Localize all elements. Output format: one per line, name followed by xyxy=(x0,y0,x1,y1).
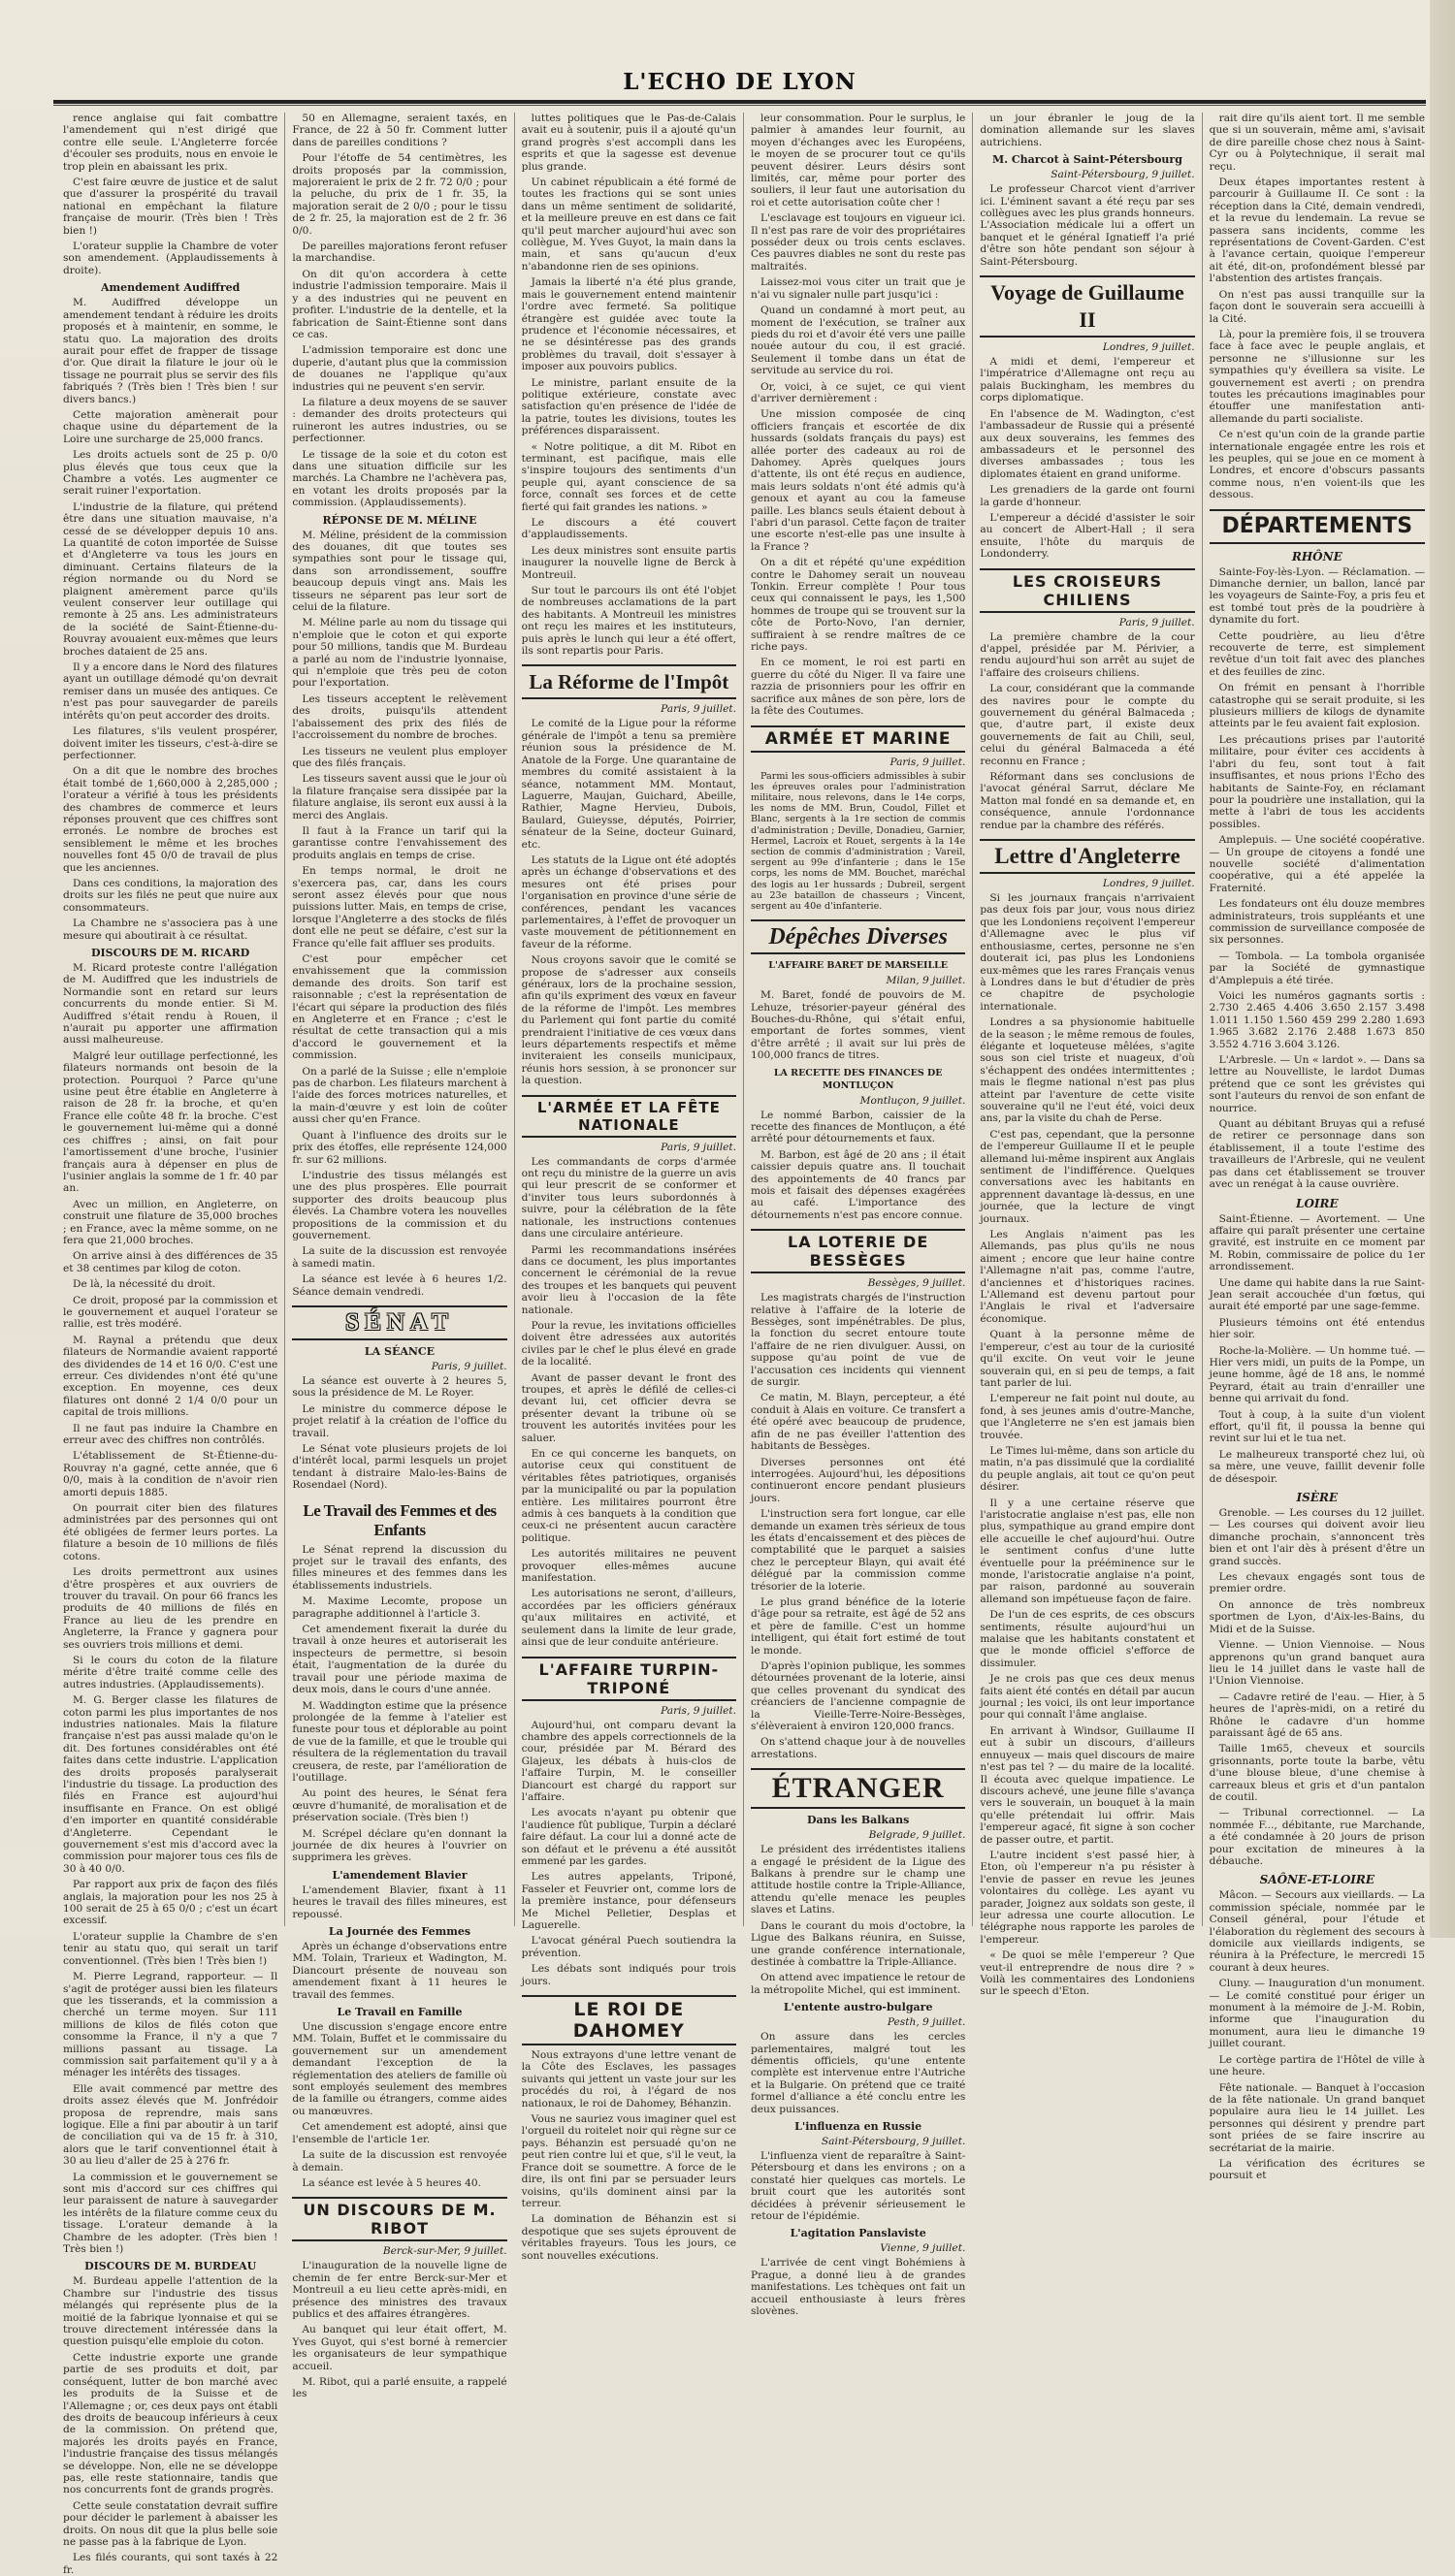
paragraph: Avec un million, en Angleterre, on construit une filature de 35,000 broches ; en France, avec la même somme, on ne fera que 21,000 broches. xyxy=(63,1198,278,1246)
article-headline: ÉTRANGER xyxy=(751,1768,965,1809)
section-heading: L'amendement Blavier xyxy=(332,1868,468,1882)
paragraph: Le ministre du commerce dépose le projet relatif à la création de l'office du travail. xyxy=(292,1402,507,1439)
paragraph: rait dire qu'ils aient tort. Il me semble que si un souverain, même ami, s'avisait de dire pareille chose chez nous à Saint-Cyr ou à Polytechnique, il serait mal reçu. xyxy=(1209,113,1425,173)
paragraph: Aujourd'hui, ont comparu devant la chambre des appels correctionnels de la cour, présidée par M. Bérard des Glajeux, les débats à huis-clos de l'affaire Turpin, M. le conseiller Diancourt est chargé du rapport sur l'affaire. xyxy=(521,1719,736,1803)
paragraph: Une dame qui habite dans la rue Saint-Jean serait accouchée d'un fœtus, qui aurait été emporté par une sage-femme. xyxy=(1209,1276,1425,1313)
paragraph: Dans le courant du mois d'octobre, la Ligue des Balkans réunira, en Suisse, une grande conférence internationale, destinée à combattre la Triple-Alliance. xyxy=(750,1919,966,1968)
paragraph: Taille 1m65, cheveux et sourcils grisonnants, porte toute la barbe, vêtu d'une blouse bleue, d'une chemise à carreaux bleus et gris et d'un pantalon de coutil. xyxy=(1209,1743,1425,1803)
paragraph: Ce matin, M. Blayn, percepteur, a été conduit à Alais en voiture. Ce transfert a été opéré avec beaucoup de prudence, afin de ne pas éveiller l'attention des habitants de Bessèges. xyxy=(750,1392,966,1453)
paragraph: La séance est levée à 5 heures 40. xyxy=(302,2176,482,2189)
paragraph: Les tisseurs savent aussi que le jour où la filature française sera dissipée par la filature anglaise, ils seront eux aussi à la merci des Anglais. xyxy=(292,773,507,821)
paragraph: L'inauguration de la nouvelle ligne de chemin de fer entre Berck-sur-Mer et Montreuil a eu lieu cette après-midi, en présence des ministres des travaux publics et des affaires étrangères. xyxy=(292,2260,507,2320)
paragraph: Quand un condamné à mort peut, au moment de l'exécution, se traîner aux pieds du roi et d'avoir été vers une paille nouée autour du cou, il est gracié. Seulement il tombe dans un état de servitude au service du roi. xyxy=(750,305,966,377)
departements-banner: DÉPARTEMENTS xyxy=(1210,509,1425,544)
paragraph: Les grenadiers de la garde ont fourni la garde d'honneur. xyxy=(980,484,1195,508)
paragraph: Un cabinet républicain a été formé de toutes les fractions qui se sont unies dans un même sentiment de solidarité, et la meilleure preuve en est dans ce fait qu'il peut marcher aujourd'hui avec son collègue, M. Yves Guyot, la main dans la main, et sans qu'aucun d'eux n'abandonne rien de ses opinions. xyxy=(521,177,736,273)
paragraph: Les chevaux engagés sont tous de premier ordre. xyxy=(1209,1571,1425,1595)
paragraph: Tout à coup, à la suite d'un violent effort, qu'il fit, il poussa la benne qui revint sur lui et le tua net. xyxy=(1209,1408,1425,1445)
paragraph: Le cortège partira de l'Hôtel de ville à une heure. xyxy=(1209,2053,1425,2078)
paragraph: De pareilles majorations feront refuser la marchandise. xyxy=(292,241,507,265)
paragraph: Le Times lui-même, dans son article du matin, n'a pas dissimulé que la cordialité du peuple anglais, ait tout ce qu'on peut désirer. xyxy=(980,1444,1195,1494)
paragraph: Il y a une certaine réserve que l'aristocratie anglaise n'est pas, elle non plus, sympathique au grand empire dont elle accueille le chef aujourd'hui. Outre le sentiment confus d'une lutte éventuelle pour la prééminence sur le monde, l'aristocratie anglaise n'a point, par raison, pardonné au souverain allemand son impétueuse façon de faire. xyxy=(980,1497,1195,1605)
paragraph: Cluny. — Inauguration d'un monument. — Le comité constitué pour ériger un monument à la mémoire de J.-M. Robin, informe que l'inauguration du monument, aura lieu le dimanche 19 juillet courant. xyxy=(1209,1978,1425,2050)
article-headline: UN DISCOURS DE M. RIBOT xyxy=(292,2197,506,2241)
paragraph: Voici les numéros gagnants sortis : 2.730 2.465 4.406 3.650 2.157 3.498 1.011 1.150 1.560 459 299 2.280 1.693 1.965 3.682 2.176 2.488 1.673 850 3.552 4.716 3.604 3.126. xyxy=(1209,990,1425,1050)
paragraph: On n'est pas aussi tranquille sur la façon dont le souverain sera accueilli à la Cité. xyxy=(1209,288,1425,325)
paragraph: C'est pas, cependant, que la personne de l'empereur Guillaume II et le peuple allemand lui-même inspirent aux Anglais sentiment de l'indifférence. Quelques conversations avec les habitants en apprennent davantage là-dessus, en une journée, que la lecture de vingt journaux. xyxy=(980,1128,1195,1225)
dateline: Belgrade, 9 juillet. xyxy=(868,1829,966,1842)
paragraph: La domination de Béhanzin est si despotique que ses sujets éprouvent de véritables frayeurs. Tous les jours, ce sont nouvelles exécutions. xyxy=(521,2213,736,2262)
paragraph: L'autre incident s'est passé hier, à Eton, où l'empereur n'a pu résister à l'envie de passer en revue les jeunes volontaires du collège. Les ayant vu parader, Joignez aux soldats son geste, il leur adressa une courte allocution. Le télégraphe nous rapporte les paroles de l'empereur. xyxy=(980,1849,1195,1946)
paragraph: Laissez-moi vous citer un trait que je n'ai vu signaler nulle part jusqu'ici : xyxy=(750,276,966,301)
paragraph: Londres a sa physionomie habituelle de la season ; le même remous de foules, élégante et loqueteuse mêlées, s'agite sous son ciel triste et nuageux, d'où s'échappent des ondées intermittentes ; mais le flegme national n'est pas plus atteint par l'aventure de cette visite souveraine qu'il ne l'eut été, voici deux ans, par la visite du chah de Perse. xyxy=(980,1016,1195,1125)
paragraph: Le comité de la Ligue pour la réforme générale de l'impôt a tenu sa première réunion sous la présidence de M. Anatole de la Forge. Une quarantaine de membres du comité assistaient à la séance, notamment MM. Montaut, Laguerre, Maujan, Guichard, Abeille, Rathier, Magne Hervieu, Dubois, Baulard, Guieysse, députés, Poirrier, sénateur de la Seine, docteur Guinard, etc. xyxy=(521,718,736,851)
paragraph: L'industrie des tissus mélangés est une des plus prospères. Elle pourrait supporter des droits beaucoup plus élevés. La Chambre votera les nouvelles propositions de la commission et du gouvernement. xyxy=(292,1169,507,1241)
paragraph: Sainte-Foy-lès-Lyon. — Réclamation. — Dimanche dernier, un ballon, lancé par les voyageurs de Sainte-Foy, a pris feu et est tombé tout près de la poudrière à dynamite du fort. xyxy=(1209,565,1425,627)
paragraph: La Chambre ne s'associera pas à une mesure qui aboutirait à ce résultat. xyxy=(63,918,278,942)
paragraph: M. Scrépel déclare qu'en donnant la journée de dix heures à l'ouvrier on supprimera les grèves. xyxy=(292,1827,507,1864)
paragraph: Là, pour la première fois, il se trouvera face à face avec le peuple anglais, et personne ne s'illusionne sur les sympathies qu'y éveillera sa visite. Le gouvernement est averti ; on prendra toutes les précautions imaginables pour étouffer une manifestation anti-allemande du parti socialiste. xyxy=(1209,328,1425,425)
article-headline: LE ROI DE DAHOMEY xyxy=(522,1995,736,2045)
paragraph: — Tribunal correctionnel. — La nommée F..., débitante, rue Marchande, a été condamnée à 20 jours de prison pour excitation de mineures à la débauche. xyxy=(1209,1807,1425,1867)
paragraph: M. Waddington estime que la présence prolongée de la femme à l'atelier est funeste pour tous et déplorable au point de vue de la famille, et que le trouble qui résultera de la réglementation du travail creusera, de reste, par l'amélioration de l'outillage. xyxy=(292,1699,507,1784)
paragraph: Les magistrats chargés de l'instruction relative à l'affaire de la loterie de Bessèges, sont impénétrables. De plus, la fonction du secret entoure toute l'affaire de ne rien divulguer. Aussi, on suppose qu'au point de vue de l'accusation ces incidents qui viennent de surgir. xyxy=(750,1292,966,1389)
paragraph: Pour l'étoffe de 54 centimètres, les droits proposés par la commission, majoreraient le prix de 2 fr. 72 0/0 ; pour la peluche, du prix de 1 fr. 35, la majoration serait de 2 0/0 ; pour le tissu de 2 fr. 25, la majoration est de 2 fr. 36 0/0. xyxy=(292,152,507,237)
paragraph: On a dit et répété qu'une expédition contre le Dahomey serait un nouveau Tonkin. Erreur complète ! Pour tous ceux qui connaissent le pays, les 1,500 hommes de troupe qui se trouvent sur la côte de Porto-Novo, l'an dernier, suffiraient à se rendre maîtres de ce riche pays. xyxy=(750,557,966,654)
section-heading: Dans les Balkans xyxy=(806,1814,910,1827)
paragraph: Quant à l'influence des droits sur le prix des étoffes, elle représente 124,000 fr. sur 62 millions. xyxy=(292,1129,507,1166)
paragraph: Le Sénat reprend la discussion du projet sur le travail des enfants, des filles mineures et des femmes dans les établissements industriels. xyxy=(292,1543,507,1592)
paragraph: L'influenza vient de reparaître à Saint-Pétersbourg et dans les environs ; on a constaté hier quelques cas mortels. Le bruit court que les autorités sont décidées à prévenir sérieusement le retour de l'épidémie. xyxy=(750,2149,966,2223)
paragraph: Par rapport aux prix de façon des filés anglais, la majoration pour les nos 25 à 100 serait de 25 à 65 0/0 ; c'est un écart excessif. xyxy=(63,1879,278,1927)
paragraph: Les avocats n'ayant pu obtenir que l'audience fût publique, Turpin a déclaré faire défaut. La cour lui a donné acte de son défaut et le prévenu a été aussitôt emmené par les gardes. xyxy=(521,1807,736,1867)
paragraph: En arrivant à Windsor, Guillaume II eut à subir un discours, d'ailleurs ennuyeux — mais quel discours de maire n'est pas tel ? — du maire de la localité. Il écouta avec quelque impatience. Le discours achevé, une jeune fille s'avança vers le souverain, un bouquet à la main qu'elle prétendait lui offrir. Mais l'empereur agacé, fit signe à son cocher de passer outre, et partit. xyxy=(980,1724,1195,1846)
dateline: Londres, 9 juillet. xyxy=(1102,341,1195,354)
paragraph: Cette seule constatation devrait suffire pour décider le parlement à abaisser les droits. On nous dit que la plus belle soie ne passe pas à la fabrique de Lyon. xyxy=(63,2499,278,2548)
paragraph: On arrive ainsi à des différences de 35 et 38 centimes par kilog de coton. xyxy=(63,1250,278,1274)
paragraph: Il ne faut pas induire la Chambre en erreur avec des chiffres non contrôlés. xyxy=(63,1422,278,1447)
newspaper-title: L'ECHO DE LYON xyxy=(623,68,857,95)
paragraph: L'empereur ne fait point nul doute, au fond, à ses jeunes amis d'outre-Manche, que l'Angleterre ne s'en est jamais bien trouvée. xyxy=(980,1393,1195,1441)
paragraph: L'instruction sera fort longue, car elle demande un examen très sérieux de tous les états d'encaissement et des pièces de comptabilité que le parquet a saisies chez le percepteur Blayn, qui avait été délégué par la commission comme trésorier de la loterie. xyxy=(750,1508,966,1593)
article-headline: L'AFFAIRE TURPIN-TRIPONÉ xyxy=(522,1657,736,1701)
paragraph: La vérification des écritures se poursuit et xyxy=(1209,2157,1425,2182)
paragraph: La filature a deux moyens de se sauver : demander des droits protecteurs qui ruineront les autres industries, ou se perfectionner. xyxy=(292,396,507,445)
paragraph: Le malheureux transporté chez lui, où sa mère, une veuve, faillit devenir folle de désespoir. xyxy=(1209,1448,1425,1485)
paragraph: Diverses personnes ont été interrogées. Aujourd'hui, les dépositions continueront encore pendant plusieurs jours. xyxy=(750,1456,966,1504)
column-6 xyxy=(1203,113,1432,2182)
paragraph: Grenoble. — Les courses du 12 juillet. — Les courses qui doivent avoir lieu dimanche prochain, s'annoncent très bien et ont l'air dès à présent d'être un grand succès. xyxy=(1209,1507,1425,1567)
paragraph: M. Méline, président de la commission des douanes, dit que toutes ses sympathies sont pour le tissage qui, dans son arrondissement, souffre beaucoup depuis vingt ans. Mais les tisseurs ne séparent pas leur sort de celui de la filature. xyxy=(292,529,507,614)
section-heading: M. Charcot à Saint-Pétersbourg xyxy=(992,153,1182,167)
paragraph: Le président des irrédentistes italiens a engagé le président de la Ligue des Balkans à prendre sur le champ une attitude hostile contre la Triple-Alliance, attendu qu'elle menace les peuples slaves et Latins. xyxy=(750,1844,966,1916)
paragraph: La séance est levée à 6 heures 1/2. Séance demain vendredi. xyxy=(292,1273,507,1298)
paragraph: En l'absence de M. Wadington, c'est l'ambassadeur de Russie qui a présenté aux deux souverains, les femmes des ambassadeurs et le personnel des diverses ambassades ; tous les diplomates étaient en grand uniforme. xyxy=(980,407,1195,480)
paragraph: Les statuts de la Ligue ont été adoptés après un échange d'observations et des mesures ont été prises pour l'organisation en province d'une série de conférences, pendant les vacances parlementaires, à l'effet de provoquer un vaste mouvement de pétitionnement en faveur de la réforme. xyxy=(521,853,736,950)
masthead xyxy=(53,64,1426,99)
dateline: Bessèges, 9 juillet. xyxy=(867,1277,966,1290)
paragraph: Les précautions prises par l'autorité militaire, pour éviter ces accidents à l'abri du feu, sont tout à fait insuffisantes, et nous prions l'Écho des habitants de Sainte-Foy, en réclamant pour la poudrière une installation, qui la mette à l'abri de tous les accidents possibles. xyxy=(1209,733,1425,830)
column-1 xyxy=(56,113,285,2576)
region-heading: LOIRE xyxy=(1296,1196,1339,1210)
paragraph: Si les journaux français n'arrivaient pas deux fois par jour, vous nous diriez que les Londoniens reçoivent l'empereur d'Allemagne avec le plus vif enthousiasme, certes, personne ne s'en douterait ici, pas plus les Londoniens eux-mêmes que les rares Français venus à Londres dans le but d'étudier de près ce chapitre de psychologie internationale. xyxy=(980,892,1195,1013)
paragraph: Cet amendement est adopté, ainsi que l'ensemble de l'article 1er. xyxy=(292,2121,507,2145)
section-heading: LA SÉANCE xyxy=(364,1344,436,1358)
paragraph: Fête nationale. — Banquet à l'occasion de la fête nationale. Un grand banquet populaire aura lieu le 14 juillet. Les personnes qui désirent y prendre part sont priées de se faire inscrire au secrétariat de la mairie. xyxy=(1209,2081,1425,2154)
paragraph: Deux étapes importantes restent à parcourir à Guillaume II. Ce sont : la réception dans la Cité, demain vendredi, et la revue du lendemain. La revue se passera sans incidents, comme les représentations de Covent-Garden. C'est à l'avance certain, quoique l'empereur ait été, dit-on, profondément blessé par l'abstention des artistes français. xyxy=(1209,177,1425,285)
paragraph: Les autorisations ne seront, d'ailleurs, accordées par les officiers généraux qu'aux militaires en activité, et seulement dans la limite de leur grade, ainsi que de leur conduite antérieure. xyxy=(521,1588,736,1649)
article-headline: LES CROISEURS CHILIENS xyxy=(980,568,1194,613)
paragraph: M. Raynal a prétendu que deux filateurs de Normandie avaient rapporté des dividendes de 14 et 16 0/0. C'est une erreur. Ces dividendes n'ont été qu'une exception. En moyenne, ces deux filatures ont donné 2 1/4 0/0 pour un capital de trois millions. xyxy=(63,1334,278,1419)
paragraph: De l'un de ces esprits, de ces obscurs sentiments, résulte aujourd'hui un malaise que les habitants constatent et que le monde officiel s'efforce de dissimuler. xyxy=(980,1609,1195,1669)
paragraph: La suite de la discussion est renvoyée à samedi matin. xyxy=(292,1245,507,1270)
article-headline: L'ARMÉE ET LA FÊTE NATIONALE xyxy=(522,1095,736,1138)
paragraph: On a parlé de la Suisse ; elle n'emploie pas de charbon. Les filateurs marchent à l'aide des forces motrices naturelles, et la main-d'œuvre y est loin de coûter aussi cher qu'en France. xyxy=(292,1065,507,1126)
paragraph: Je ne crois pas que ces deux menus faits aient été contés en détail par aucun journal ; les voici, ils ont leur importance pour qui connaît l'âme anglaise. xyxy=(980,1673,1195,1722)
paragraph: Vous ne sauriez vous imaginer quel est l'orgueil du roitelet noir qui règne sur ce pays. Béhanzin est persuadé qu'on ne peut rien contre lui et que, s'il le veut, la France doit se soumettre. A force de le dire, ils ont fini par se persuader leurs voisins, qu'ils dominent ainsi par la terreur. xyxy=(521,2113,736,2209)
section-heading: L'agitation Panslaviste xyxy=(790,2227,926,2240)
paragraph: Cette majoration amènerait pour chaque usine du département de la Loire une surcharge de 25,000 francs. xyxy=(63,408,278,445)
paragraph: La cour, considérant que la commande des navires pour le compte du gouvernement du général Balmaceda ; que, d'autre part, il existe deux gouvernements de fait au Chili, seul, celui du général Balmaceda a été reconnu en France ; xyxy=(980,683,1195,767)
dateline: Montluçon, 9 juillet. xyxy=(859,1094,966,1107)
region-heading: ISÈRE xyxy=(1296,1491,1339,1505)
paragraph: Nous extrayons d'une lettre venant de la Côte des Esclaves, les passages suivants qui jettent un vaste jour sur les procédés du roi, à l'égard de nos nationaux, le roi de Dahomey, Béhanzin. xyxy=(521,2049,736,2109)
paragraph: Réformant dans ses conclusions de l'avocat général Sarrut, déclare Me Matton mal fondé en sa demande et, en conséquence, annule l'ordonnance rendue par la chambre des référés. xyxy=(980,771,1195,831)
paragraph: leur consommation. Pour le surplus, le palmier à amandes leur fournit, au moyen d'échanges avec les Européens, le moyen de se procurer tout ce qu'ils peuvent désirer. Leurs désirs sont limités, car, même pour porter des souliers, il leur faut une autorisation du roi et cette autorisation coûte cher ! xyxy=(750,113,966,209)
paragraph: Les Anglais n'aiment pas les Allemands, pas plus qu'ils ne nous aiment ; encore que leur haine contre l'Allemagne n'ait pas, comme l'autre, d'anciennes et d'historiques racines. L'Allemand est devenu partout pour l'Anglais le rival et l'adversaire économique. xyxy=(980,1229,1195,1325)
paragraph: On frémit en pensant à l'horrible catastrophe qui se serait produite, si les plusieurs milliers de kilogs de dynamite atteints par le feu avaient fait explosion. xyxy=(1209,682,1425,730)
paragraph: D'après l'opinion publique, les sommes détournées provenant de la loterie, ainsi que celles provenant du syndicat des créanciers de l'ancienne compagnie de la Vieille-Terre-Noire-Bessèges, s'élèveraient à environ 120,000 francs. xyxy=(750,1660,966,1733)
paragraph: Les filés courants, qui sont taxés à 22 fr. xyxy=(63,2552,278,2576)
paragraph: On s'attend chaque jour à de nouvelles arrestations. xyxy=(750,1736,966,1760)
paragraph: Vienne. — Union Viennoise. — Nous apprenons qu'un grand banquet aura lieu le 14 juillet dans le vaste hall de l'Union Viennoise. xyxy=(1209,1639,1425,1688)
paragraph: Nous croyons savoir que le comité se propose de s'adresser aux conseils généraux, lors de la prochaine session, afin qu'ils expriment des vœux en faveur de la réforme de l'impôt. Les membres du Parlement qui font partie du comité prendraient l'initiative de ces vœux dans leurs départements respectifs et même inviteraient les conseils municipaux, réunis hors session, à se prononcer sur la question. xyxy=(521,954,736,1087)
paragraph: luttes politiques que le Pas-de-Calais avait eu à soutenir, puis il a ajouté qu'un grand progrès s'est accompli dans les esprits et que la sagesse est devenue plus grande. xyxy=(521,113,736,173)
article-headline: Dépêches Diverses xyxy=(751,919,965,954)
paragraph: L'orateur supplie la Chambre de voter son amendement. (Applaudissements à droite). xyxy=(63,241,278,276)
paragraph: Les commandants de corps d'armée ont reçu du ministre de la guerre un avis qui leur prescrit de se conformer et d'inviter tous leurs subordonnés à suivre, pour la célébration de la fête nationale, les instructions contenues dans une circulaire antérieure. xyxy=(521,1155,736,1240)
column-4 xyxy=(744,113,973,2318)
paragraph: Au banquet qui leur était offert, M. Yves Guyot, qui s'est borné à remercier les organisateurs de leur sympathique accueil. xyxy=(292,2324,507,2372)
paragraph: Parmi les sous-officiers admissibles à subir les épreuves orales pour l'administration militaire, nous relevons, dans le 14e corps, les noms de MM. Brun, Coudol, Fillet et Blanc, sergents à la 1re section de commis d'administration ; Deville, Donadieu, Garnier, Hermel, Lacroix et Rouet, sergents à la 14e section de commis d'administration ; Vareil, sergent au 99e d'infanterie ; dans le 15e corps, les noms de MM. Bouchet, maréchal des logis au 1er hussards ; Dubreil, sergent au 23e bataillon de chasseurs ; Vincent, sergent au 40e d'infanterie. xyxy=(750,770,966,912)
article-headline: Voyage de Guillaume II xyxy=(980,275,1194,338)
paragraph: Mâcon. — Secours aux vieillards. — La commission spéciale, nommée par le Conseil général, pour l'étude et l'élaboration du règlement des secours à domicile aux vieillards indigents, se réunira à la Préfecture, le mercredi 15 courant à deux heures. xyxy=(1209,1889,1425,1974)
column-2 xyxy=(285,113,514,2400)
dateline: Paris, 9 juillet. xyxy=(661,703,736,716)
paragraph: M. Burdeau appelle l'attention de la Chambre sur l'industrie des tissus mélangés qui représente plus de la moitié de la fabrique lyonnaise et qui se trouve directement intéressée dans la question puisqu'elle emploie du coton. xyxy=(63,2275,278,2348)
paragraph: On assure dans les cercles parlementaires, malgré tout les démentis officiels, qu'une entente complète est intervenue entre l'Autriche et la Bulgarie. On prétend que ce traité formel d'alliance a été conclu entre les deux puissances. xyxy=(750,2031,966,2115)
dateline: Paris, 9 juillet. xyxy=(661,1704,736,1717)
paragraph: Une mission composée de cinq officiers français et escortée de dix hussards (soldats français du pays) est allée porter des cadeaux au roi de Dahomey. Après quelques jours d'attente, ils ont été reçus en audience, mais leurs soldats n'ont été admis qu'à genoux et ayant au cou la fameuse paille. Les blancs seuls étaient debout à l'abri d'un parasol. Cette façon de traiter une escorte n'est-elle pas une insulte à la France ? xyxy=(750,408,966,553)
paragraph: M. G. Berger classe les filatures de coton parmi les plus importantes de nos industries nationales. Mais la filature française n'est pas aussi malade qu'on le dit. Des fortunes considérables ont été faites dans cette industrie. L'application des droits proposés paralyserait l'industrie du tissage. La production des filés en France est aujourd'hui insuffisante en France. On est obligé d'en importer en quantité considérable d'Angleterre. Cependant le gouvernement s'est mis d'accord avec la commission pour majorer tous ces fils de 30 à 40 0/0. xyxy=(63,1694,278,1875)
paragraph: L'empereur a décidé d'assister le soir au concert de Albert-Hall ; il sera ensuite, l'hôte du marquis de Londonderry. xyxy=(980,511,1195,561)
article-columns xyxy=(56,113,1432,2576)
paragraph: Les fondateurs ont élu douze membres administrateurs, trois suppléants et une commission de surveillance composée de six personnes. xyxy=(1209,898,1425,947)
senat-banner: SÉNAT xyxy=(292,1305,506,1340)
paragraph: Malgré leur outillage perfectionné, les filateurs normands ont besoin de la protection. Pourquoi ? Parce qu'une usine peut être établie en Angleterre à raison de 28 fr. la broche, et qu'en France elle coûte 48 fr. la broche. C'est le gouvernement lui-même qui a donné ces chiffres ; ainsi, on fait pour l'amortissement d'une broche, l'usinier français aura à dépenser en plus de l'usinier anglais la somme de 1 fr. 40 par an. xyxy=(63,1049,278,1195)
paragraph: « Notre politique, a dit M. Ribot en terminant, est pacifique, mais elle s'inspire toujours des sentiments d'un peuple qui, ayant conscience de sa force, connaît ses forces et de cette fierté qui fait grandes les nations. » xyxy=(521,440,736,513)
paragraph: L'arrivée de cent vingt Bohémiens à Prague, a donné lieu à de grandes manifestations. Les tchèques ont fait un accueil enthousiaste à leurs frères slovènes. xyxy=(750,2257,966,2318)
paragraph: Amplepuis. — Une société coopérative. — Un groupe de citoyens a fondé une nouvelle société d'alimentation coopérative, qui a été appelée la Fraternité. xyxy=(1209,834,1425,894)
article-headline: LA LOTERIE DE BESSÈGES xyxy=(751,1229,965,1273)
paragraph: L'esclavage est toujours en vigueur ici. Il n'est pas rare de voir des propriétaires posséder deux ou trois cents esclaves. Ces pauvres diables ne sont du reste pas maltraités. xyxy=(750,212,966,273)
paragraph: L'industrie de la filature, qui prétend être dans une situation mauvaise, n'a cessé de se développer depuis 10 ans. La quantité de coton importée de Suisse et d'Angleterre va tous les jours en diminuant. Certains filateurs de la région normande ou du Nord se plaignent amèrement parce qu'ils veulent conserver leur outillage qui remonte à 25 ans. Les administrateurs de la société de Saint-Étienne-du-Rouvray avouaient eux-mêmes que leurs broches dataient de 25 ans. xyxy=(63,500,278,658)
paragraph: Si le cours du coton de la filature mérite d'être traité comme celle des autres industries. (Applaudissements). xyxy=(63,1654,278,1690)
paragraph: L'admission temporaire est donc une duperie, d'autant plus que la commission de douanes ne l'applique qu'aux industries qui ne peuvent s'en servir. xyxy=(292,344,507,393)
dateline: Berck-sur-Mer, 9 juillet. xyxy=(382,2245,507,2258)
paragraph: Il y a encore dans le Nord des filatures ayant un outillage démodé qu'on devrait remiser dans un musée des antiques. Ce n'est pas pour sauvegarder de pareils intérêts qu'on peut accorder des droits. xyxy=(63,661,278,722)
dateline: Paris, 9 juillet. xyxy=(1118,616,1195,628)
paragraph: L'avocat général Puech soutiendra la prévention. xyxy=(521,1935,736,1959)
paragraph: A midi et demi, l'empereur et l'impératrice d'Allemagne ont reçu au palais Buckingham, les membres du corps diplomatique. xyxy=(980,356,1195,404)
section-heading: DISCOURS DE M. RICARD xyxy=(91,947,250,959)
paragraph: Ce droit, proposé par la commission et le gouvernement et auquel l'orateur se rallie, est très modéré. xyxy=(63,1294,278,1331)
paragraph: Les deux ministres sont ensuite partis inaugurer la nouvelle ligne de Berck à Montreuil. xyxy=(521,544,736,581)
paragraph: un jour ébranler le joug de la domination allemande sur les slaves autrichiens. xyxy=(980,113,1195,148)
paragraph: M. Barbon, est âgé de 20 ans ; il était caissier depuis quatre ans. Il touchait des appointements de 40 francs par mois et faisait des dépenses exagérées au café. L'importance des détournements n'est pas encore connue. xyxy=(750,1148,966,1221)
page-edge xyxy=(1430,0,1455,1938)
paragraph: Dans ces conditions, la majoration des droits sur les filés ne peut que nuire aux consommateurs. xyxy=(63,877,278,914)
article-headline: Le Travail des Femmes et des Enfants xyxy=(303,1500,497,1539)
paragraph: La séance est ouverte à 2 heures 5, sous la présidence de M. Le Royer. xyxy=(292,1374,507,1400)
paragraph: En ce moment, le roi est parti en guerre du côté du Niger. Il va faire une razzia de prisonniers pour les offrir en sacrifice aux mânes de son père, lors de la fête des Coutumes. xyxy=(750,657,966,718)
dateline: Saint-Pétersbourg, 9 juillet. xyxy=(1051,169,1195,181)
section-heading: La Journée des Femmes xyxy=(328,1925,471,1938)
paragraph: La première chambre de la cour d'appel, présidée par M. Périvier, a rendu aujourd'hui son arrêt au sujet de l'affaire des croiseurs chiliens. xyxy=(980,630,1195,679)
paragraph: Pour la revue, les invitations officielles doivent être adressées aux autorités civiles par le chef le plus élevé en grade de la localité. xyxy=(521,1319,736,1368)
paragraph: Les droits permettront aux usines d'être prospères et aux ouvriers de trouver du travail. On pour 66 francs les produits de 40 millions de filés en France au lieu de les prendre en Angleterre, la France y gagnera pour ses ouvriers trois millions et demi. xyxy=(63,1566,278,1651)
paragraph: M. Pierre Legrand, rapporteur. — Il s'agit de protéger aussi bien les filateurs que les tisserands, et la commission a cherché un terme moyen. Sur 111 millions de kilos de filés coton que consomme la France, il n'y a que 7 millions passant au tissage. La commission sait parfaitement qu'il y a à ménager les intérêts des tissages. xyxy=(63,1971,278,2079)
masthead-rule xyxy=(53,100,1426,104)
dateline: Londres, 9 juillet. xyxy=(1102,878,1195,890)
paragraph: M. Ricard proteste contre l'allégation de M. Audiffred que les industriels de Normandie sont en retard sur leurs concurrents du monde entier. Si M. Audiffred s'était rendu à Rouen, il n'aurait pu apporter une affirmation aussi malheureuse. xyxy=(63,962,278,1046)
paragraph: On dit qu'on accordera à cette industrie l'admission temporaire. Mais il y a des industries qui ne peuvent en profiter. L'industrie de la dentelle, et la fabrication de Saint-Étienne sont dans ce cas. xyxy=(292,268,507,340)
dateline: Milan, 9 juillet. xyxy=(886,975,966,987)
column-3 xyxy=(515,113,744,2262)
section-heading: RÉPONSE DE M. MÉLINE xyxy=(322,513,477,527)
section-heading: L'entente austro-bulgare xyxy=(783,2001,933,2014)
paragraph: Ce n'est qu'un coin de la grande partie internationale engagée entre les rois et les peuples, qui se joue en ce moment à Londres, et encore d'obscurs passants comme nous, n'en voient-ils que les dessous. xyxy=(1209,429,1425,501)
paragraph: On a dit que le nombre des broches était tombé de 1,660,000 à 2,285,000 ; l'orateur a vérifié à tous les présidents des chambres de commerce et leurs réponses prouvent que ces chiffres sont erronés. Le nombre de broches est sensiblement le même et les broches nouvelles font 45 0/0 de travail de plus que les anciennes. xyxy=(63,765,278,874)
paragraph: Le professeur Charcot vient d'arriver ici. L'éminent savant a été reçu par ses collègues avec les plus grands honneurs. L'Association médicale lui a offert un banquet et le général Ignatieff l'a prié d'être son hôte pendant son séjour à Saint-Pétersbourg. xyxy=(980,183,1195,268)
article-headline: La Réforme de l'Impôt xyxy=(522,664,736,699)
paragraph: Le tissage de la soie et du coton est dans une situation difficile sur les marchés. La Chambre ne l'achèvera pas, en votant les droits proposés par la commission. (Applaudissements). xyxy=(292,448,507,509)
paragraph: La commission et le gouvernement se sont mis d'accord sur ces chiffres qui leur paraissent de nature à sauvegarder les intérêts de la filature comme ceux du tissage. L'orateur demande à la Chambre de les adopter. (Très bien ! Très bien !) xyxy=(63,2171,278,2256)
section-heading: LA RECETTE DES FINANCES DE MONTLUÇON xyxy=(773,1067,943,1091)
column-5 xyxy=(973,113,1202,1998)
paragraph: Cet amendement fixerait la durée du travail à onze heures et autoriserait les inspecteurs de permettre, si besoin était, l'augmentation de la durée du travail pour une période maxima de deux mois, dans le cours d'une année. xyxy=(292,1624,507,1696)
paragraph: rence anglaise qui fait combattre l'amendement qui n'est dirigé que contre elle seule. L'Angleterre forcée d'écouler ses produits, nous en envoie le trop plein en abaissant les prix. xyxy=(63,113,278,173)
paragraph: En temps normal, le droit ne s'exercera pas, car, dans les cours seront assez élevés pour que nous puissions lutter. Mais, en temps de crise, lorsque l'Angleterre a des stocks de filés dont elle ne peut se défaire, c'est sur la France qu'elle fait affluer ses produits. xyxy=(292,865,507,950)
section-heading: Le Travail en Famille xyxy=(337,2006,463,2019)
paragraph: M. Baret, fondé de pouvoirs de M. Lehuze, trésorier-payeur général des Bouches-du-Rhône, qui s'était enfui, emportant de fortes sommes, vient d'être arrêté ; il avait sur lui près de 100,000 francs de titres. xyxy=(750,989,966,1062)
dateline: Paris, 9 juillet. xyxy=(889,756,966,768)
paragraph: Les droits actuels sont de 25 p. 0/0 plus élevés que tous ceux que la Chambre a votés. Les augmenter ce serait ruiner l'exportation. xyxy=(63,449,278,498)
paragraph: Les filatures, s'ils veulent prospérer, doivent imiter les tisseurs, c'est-à-dire se perfectionner. xyxy=(63,725,278,761)
paragraph: On pourrait citer bien des filatures administrées par des personnes qui ont été obligées de fermer leurs portes. La filature a besoin de 10 millions de filés cotons. xyxy=(63,1502,278,1562)
paragraph: Jamais la liberté n'a été plus grande, mais le gouvernement entend maintenir l'ordre avec fermeté. Sa politique étrangère est guidée avec toute la prudence et l'économie nécessaires, et ne se désintéresse pas des grands problèmes du travail, doit s'essayer à imposer aux pouvoirs publics. xyxy=(521,276,736,373)
paragraph: Le Sénat vote plusieurs projets de loi d'intérêt local, parmi lesquels un projet tendant à distraire Malo-les-Bains de Rosendael (Nord). xyxy=(292,1443,507,1492)
paragraph: Les tisseurs acceptent le relèvement des droits, puisqu'ils attendent l'abaissement des prix des filés de l'accroissement du nombre de broches. xyxy=(292,692,507,742)
region-heading: RHÔNE xyxy=(1291,549,1342,564)
paragraph: Le plus grand bénéfice de la loterie d'âge pour sa retraite, est âgé de 52 ans et père de famille. C'est un homme intelligent, qui était fort estimé de tout le monde. xyxy=(750,1595,966,1657)
paragraph: M. Méline parle au nom du tissage qui n'emploie que le coton et qui exporte pour 50 millions, tandis que M. Burdeau a parlé au nom de l'industrie lyonnaise, qui n'emploie que très peu de coton pour l'exportation. xyxy=(292,617,507,690)
paragraph: L'amendement Blavier, fixant à 11 heures le travail des filles mineures, est repoussé. xyxy=(292,1884,507,1920)
paragraph: C'est faire œuvre de justice et de salut que d'assurer la prospérité du travail national en empêchant la filature française de mourir. (Très bien ! Très bien !) xyxy=(63,177,278,237)
paragraph: On attend avec impatience le retour de la métropolite Michel, qui est imminent. xyxy=(750,1972,966,1996)
section-heading: L'influenza en Russie xyxy=(794,2119,922,2133)
paragraph: Elle avait commencé par mettre des droits assez élevés que M. Jonfrédoir proposa de reprendre, mais sans logique. Elle a fini par aboutir à un tarif de conciliation qui va de 15 fr. à 310, alors que le tarif conventionnel était à 30 au lieu d'aller de 25 à 276 fr. xyxy=(63,2082,278,2168)
paragraph: C'est pour empêcher cet envahissement que la commission demande des droits. Son tarif est raisonnable ; c'est la représentation de l'écart qui sépare la production des filés en Angleterre et en France ; c'est le résultat de cette transaction qui a mis d'accord le gouvernement et la commission. xyxy=(292,953,507,1062)
paragraph: « De quoi se mêle l'empereur ? Que veut-il entreprendre de nous dire ? » Voilà les commentaires des Londoniens sur le speech d'Eton. xyxy=(980,1949,1195,1998)
masthead-rule-thin xyxy=(53,105,1426,106)
dateline: Paris, 9 juillet. xyxy=(431,1360,507,1372)
paragraph: L'établissement de St-Étienne-du-Rouvray n'a gagné, cette année, que 6 0/0, mais à la condition de n'avoir rien amorti depuis 1885. xyxy=(63,1450,278,1498)
paragraph: Le discours a été couvert d'applaudissements. xyxy=(521,517,736,541)
paragraph: Parmi les recommandations insérées dans ce document, les plus importantes concernent le cérémonial de la revue des troupes et les banquets qui peuvent avoir lieu à l'occasion de la fête nationale. xyxy=(521,1243,736,1316)
article-headline: ARMÉE ET MARINE xyxy=(751,725,965,753)
paragraph: M. Maxime Lecomte, propose un paragraphe additionnel à l'article 3. xyxy=(292,1595,507,1620)
paragraph: 50 en Allemagne, seraient taxés, en France, de 22 à 50 fr. Comment lutter dans de pareilles conditions ? xyxy=(292,113,507,148)
section-heading: DISCOURS DE M. BURDEAU xyxy=(84,2260,257,2273)
paragraph: Les autres appelants, Triponé, Fasseler et Feuvrier ont, comme lors de la première instance, pour défenseurs Me Michel Pelletier, Desplas et Laguerelle. xyxy=(521,1871,736,1931)
paragraph: Cette poudrière, au lieu d'être recouverte de terre, est simplement revêtue d'un toit fait avec des planches et des feuilles de zinc. xyxy=(1209,629,1425,678)
paragraph: Quant au débitant Bruyas qui a refusé de retirer ce personnage dans son établissement, il a toute l'estime des travailleurs de l'Arbresle, qui ne veulent pas dans cet établissement se trouver avec un renégat à la cause ouvrière. xyxy=(1209,1118,1425,1191)
paragraph: L'Arbresle. — Un « lardot ». — Dans sa lettre au Nouvelliste, le lardot Dumas prétend que ce sont les grévistes qui sont l'auteurs du renvoi de son enfant de nourrice. xyxy=(1209,1054,1425,1114)
paragraph: Les tisseurs ne veulent plus employer que des filés français. xyxy=(292,745,507,769)
paragraph: Après un échange d'observations entre MM. Tolain, Trarieux et Wadington, M. Diancourt présente de nouveau son amendement fixant à 11 heures le travail des femmes. xyxy=(292,1941,507,2001)
paragraph: Quant à la personne même de l'empereur, c'est au tour de la curiosité qu'il excite. On veut voir le jeune souverain qui, en si peu de temps, a fait tant parler de lui. xyxy=(980,1329,1195,1389)
paragraph: Les débats sont indiqués pour trois jours. xyxy=(521,1963,736,1987)
section-heading: L'AFFAIRE BARET DE MARSEILLE xyxy=(768,960,949,972)
region-heading: SAÔNE-ET-LOIRE xyxy=(1259,1873,1375,1887)
dateline: Paris, 9 juillet. xyxy=(661,1141,736,1153)
paragraph: Sur tout le parcours ils ont été l'objet de nombreuses acclamations de la part des habitants. A Montreuil les ministres ont reçu les maires et les instituteurs, puis après le lunch qui leur a été offert, ils sont repartis pour Paris. xyxy=(521,585,736,658)
paragraph: Une discussion s'engage encore entre MM. Tolain, Buffet et le commissaire du gouvernement sur un amendement demandant l'exception de la réglementation des ateliers de famille où sont employés seulement des membres de la famille ou étrangers, comme aides ou manœuvres. xyxy=(292,2021,507,2117)
paragraph: Roche-la-Molière. — Un homme tué. — Hier vers midi, un puits de la Pompe, un jeune homme, âgé de 18 ans, le nommé Peyrard, était au train d'enrailler une benne qui arrivait du fond. xyxy=(1209,1344,1425,1405)
paragraph: Plusieurs témoins ont été entendus hier soir. xyxy=(1209,1316,1425,1341)
paragraph: Avant de passer devant le front des troupes, et après le défilé de celles-ci devant lui, cet officier devra se présenter devant la tribune où se trouvent les autorités invitées pour les saluer. xyxy=(521,1371,736,1444)
paragraph: Le ministre, parlant ensuite de la politique extérieure, constate avec satisfaction qu'en présence de l'idée de la patrie, toutes les divisions, toutes les préférences disparaissent. xyxy=(521,376,736,437)
paragraph: — Tombola. — La tombola organisée par la Société de gymnastique d'Amplepuis a été tirée. xyxy=(1209,950,1425,986)
paragraph: L'orateur supplie la Chambre de s'en tenir au statu quo, qui serait un tarif conventionnel. (Très bien ! Très bien !) xyxy=(63,1930,278,1967)
paragraph: — Cadavre retiré de l'eau. — Hier, à 5 heures de l'après-midi, on a retiré du Rhône le cadavre d'un homme paraissant âgé de 65 ans. xyxy=(1209,1690,1425,1739)
paragraph: Les autorités militaires ne peuvent provoquer elles-mêmes aucune manifestation. xyxy=(521,1548,736,1585)
paragraph: Il faut à la France un tarif qui la garantisse contre l'envahissement des produits anglais en temps de crise. xyxy=(292,824,507,861)
paragraph: M. Audiffred développe un amendement tendant à réduire les droits proposés et à maintenir, en somme, le statu quo. La majoration des droits aurait pour effet de frapper de tissage d'or. Que dirait la filature le jour où le tissage ne pourrait plus se servir des fils fabriqués ? (Très bien ! Très bien ! sur divers bancs.) xyxy=(63,297,278,405)
paragraph: La suite de la discussion est renvoyée à demain. xyxy=(292,2149,507,2174)
paragraph: Au point des heures, le Sénat fera œuvre d'humanité, de moralisation et de préservation sociale. (Très bien !) xyxy=(292,1787,507,1824)
section-heading: Amendement Audiffred xyxy=(101,281,241,295)
paragraph: Cette industrie exporte une grande partie de ses produits et doit, par conséquent, lutter de bon marché avec les produits de la Suisse et de l'Allemagne ; or, ces deux pays ont établi des droits de beaucoup inférieurs à ceux de la commission. On prétend que, majorés les droits payés en France, l'industrie française des tissus mélangés se développe. Non, elle ne se développe pas, elle reste stationnaire, tandis que nos concurrents font de grands progrès. xyxy=(63,2351,278,2496)
paragraph: Or, voici, à ce sujet, ce qui vient d'arriver dernièrement : xyxy=(750,380,966,404)
dateline: Saint-Pétersbourg, 9 juillet. xyxy=(821,2135,966,2147)
dateline: Pesth, 9 juillet. xyxy=(887,2016,966,2029)
article-headline: Lettre d'Angleterre xyxy=(980,839,1194,874)
paragraph: En ce qui concerne les banquets, on autorise ceux qui constituent de véritables fêtes patriotiques, organisés par la municipalité ou par la population entière. Les militaires pourront être admis à ces banquets à la condition que ceux-ci ne présentent aucun caractère politique. xyxy=(521,1448,736,1544)
paragraph: Saint-Étienne. — Avortement. — Une affaire qui paraît présenter une certaine gravité, est instruite en ce moment par M. Robin, commissaire de police du 1er arrondissement. xyxy=(1209,1212,1425,1273)
paragraph: M. Ribot, qui a parlé ensuite, a rappelé les xyxy=(292,2375,507,2400)
paragraph: De là, la nécessité du droit. xyxy=(73,1278,216,1291)
paragraph: On annonce de très nombreux sportmen de Lyon, d'Aix-les-Bains, du Midi et de la Suisse. xyxy=(1209,1598,1425,1635)
paragraph: Le nommé Barbon, caissier de la recette des finances de Montluçon, a été arrêté pour détournements et faux. xyxy=(750,1109,966,1145)
dateline: Vienne, 9 juillet. xyxy=(880,2242,966,2255)
